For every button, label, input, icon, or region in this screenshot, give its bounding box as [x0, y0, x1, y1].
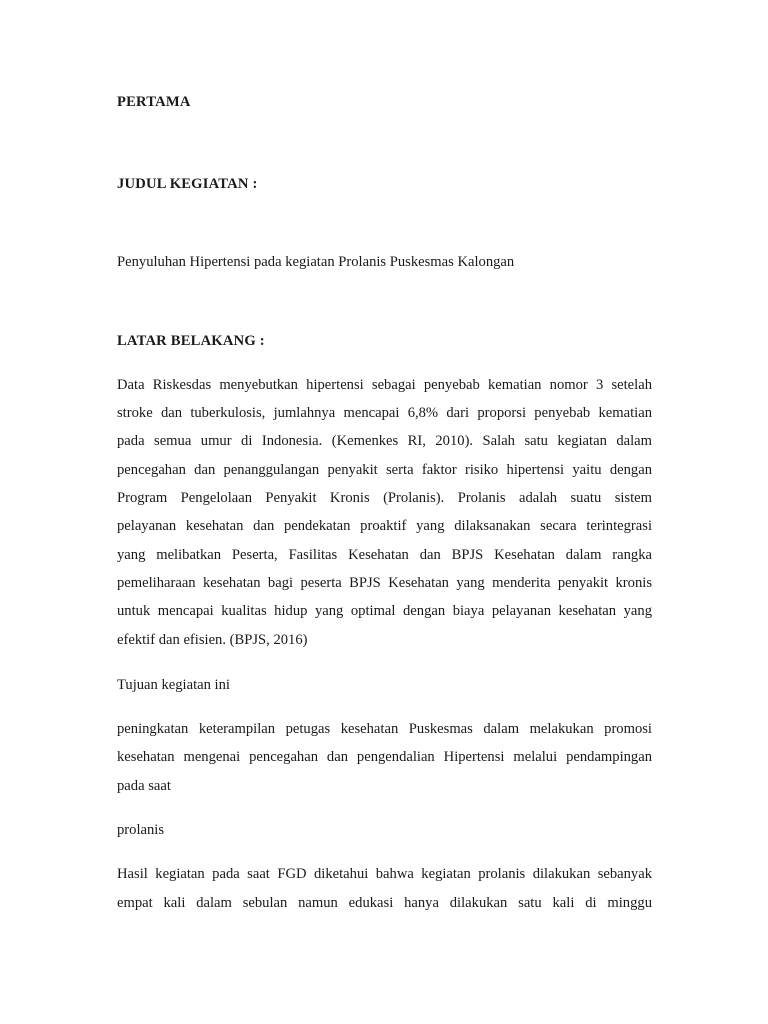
heading-latar-belakang: LATAR BELAKANG :	[117, 333, 265, 349]
latar-line-last: efektif dan efisien. (BPJS, 2016)	[117, 632, 308, 648]
tujuan-line: peningkatan keterampilan petugas kesehatan Puskesmas dalam melakukan promosi	[117, 721, 652, 737]
latar-line: pada semua umur di Indonesia. (Kemenkes RI, 2010). Salah satu kegiatan dalam	[117, 433, 652, 449]
judul-kegiatan-text: Penyuluhan Hipertensi pada kegiatan Prolanis Puskesmas Kalongan	[117, 254, 515, 270]
heading-pertama: PERTAMA	[117, 94, 191, 110]
latar-line: Data Riskesdas menyebutkan hipertensi sebagai penyebab kematian nomor 3 setelah	[117, 377, 652, 393]
hasil-line: Hasil kegiatan pada saat FGD diketahui bahwa kegiatan prolanis dilakukan sebanyak	[117, 866, 652, 882]
latar-line: pemeliharaan kesehatan bagi peserta BPJS Kesehatan yang menderita penyakit kronis	[117, 575, 652, 591]
latar-line: pencegahan dan penanggulangan penyakit serta faktor risiko hipertensi yaitu dengan	[117, 462, 652, 478]
latar-line: Program Pengelolaan Penyakit Kronis (Prolanis). Prolanis adalah suatu sistem	[117, 490, 652, 506]
hasil-line: empat kali dalam sebulan namun edukasi hanya dilakukan satu kali di minggu	[117, 895, 652, 911]
prolanis-word: prolanis	[117, 822, 165, 838]
latar-line: pelayanan kesehatan dan pendekatan proaktif yang dilaksanakan secara terintegrasi	[117, 518, 652, 534]
tujuan-line-last: pada saat	[117, 778, 171, 794]
latar-line: stroke dan tuberkulosis, jumlahnya mencapai 6,8% dari proporsi penyebab kematian	[117, 405, 652, 421]
latar-line: yang melibatkan Peserta, Fasilitas Kesehatan dan BPJS Kesehatan dalam rangka	[117, 547, 652, 563]
latar-line: untuk mencapai kualitas hidup yang optimal dengan biaya pelayanan kesehatan yang	[117, 603, 652, 619]
tujuan-label: Tujuan kegiatan ini	[117, 677, 230, 693]
heading-judul-kegiatan: JUDUL KEGIATAN :	[117, 176, 258, 192]
tujuan-line: kesehatan mengenai pencegahan dan pengendalian Hipertensi melalui pendampingan	[117, 749, 652, 765]
